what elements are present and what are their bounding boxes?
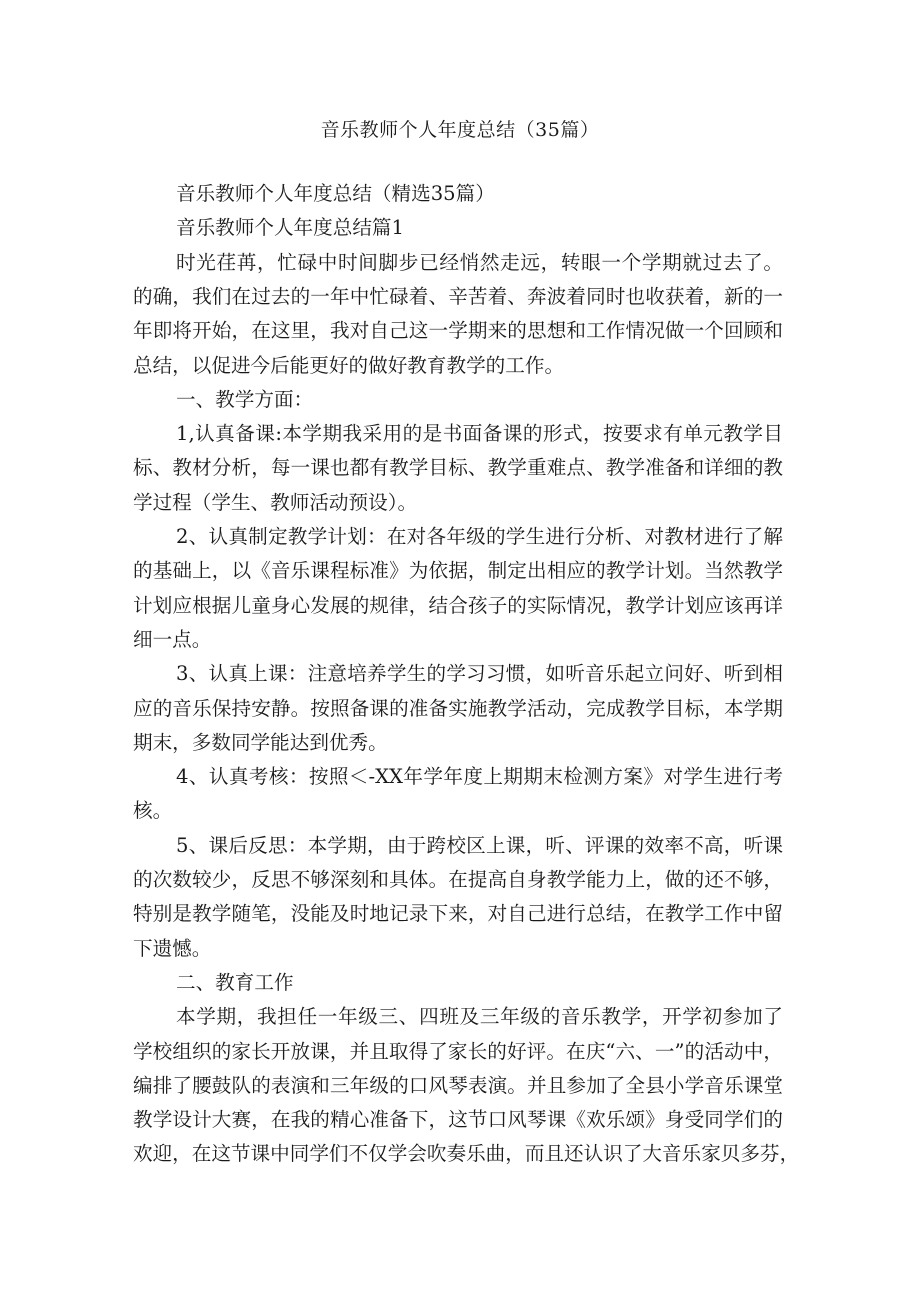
paragraph-line: 1,认真备课:本学期我采用的是书面备课的形式，按要求有单元教学目 <box>176 422 783 445</box>
paragraph-line: 二、教育工作 <box>176 971 294 994</box>
paragraph-line: 期末，多数同学能达到优秀。 <box>133 731 388 754</box>
paragraph-line: 的确，我们在过去的一年中忙碌着、辛苦着、奔波着同时也收获着，新的一 <box>133 285 783 308</box>
paragraph-line: 3、认真上课：注意培养学生的学习习惯，如听音乐起立问好、听到相 <box>176 662 783 685</box>
paragraph-line: 编排了腰鼓队的表演和三年级的口风琴表演。并且参加了全县小学音乐课堂 <box>133 1074 783 1097</box>
paragraph-line: 应的音乐保持安静。按照备课的准备实施教学活动，完成教学目标，本学期 <box>133 697 783 720</box>
paragraph-line: 细一点。 <box>133 628 212 651</box>
paragraph-line: 2、认真制定教学计划：在对各年级的学生进行分析、对教材进行了解 <box>176 525 783 548</box>
paragraph-line: 一、教学方面： <box>176 388 314 411</box>
paragraph-line: 4、认真考核：按照＜-XX年学年度上期期末检测方案》对学生进行考 <box>176 765 783 788</box>
paragraph-line: 下遗憾。 <box>133 937 212 960</box>
paragraph-line: 特别是教学随笔，没能及时地记录下来，对自己进行总结，在教学工作中留 <box>133 902 783 925</box>
paragraph-line: 教学设计大赛，在我的精心准备下，这节口风琴课《欢乐颂》身受同学们的 <box>133 1108 783 1131</box>
document-title: 音乐教师个人年度总结（35篇） <box>320 119 600 141</box>
paragraph-line: 音乐教师个人年度总结篇1 <box>176 216 404 239</box>
paragraph-line: 总结，以促进今后能更好的做好教育教学的工作。 <box>133 354 565 377</box>
paragraph-line: 欢迎，在这节课中同学们不仅学会吹奏乐曲，而且还认识了大音乐家贝多芬， <box>133 1142 800 1165</box>
paragraph-line: 的次数较少，反思不够深刻和具体。在提高自身教学能力上，做的还不够， <box>133 868 783 891</box>
paragraph-line: 标、教材分析，每一课也都有教学目标、教学重难点、教学准备和详细的教 <box>133 456 783 479</box>
paragraph-line: 的基础上，以《音乐课程标准》为依据，制定出相应的教学计划。当然教学 <box>133 559 783 582</box>
paragraph-line: 计划应根据儿童身心发展的规律，结合孩子的实际情况，教学计划应该再详 <box>133 594 783 617</box>
paragraph-line: 时光荏苒，忙碌中时间脚步已经悄然走远，转眼一个学期就过去了。 <box>176 251 783 274</box>
paragraph-line: 年即将开始，在这里，我对自己这一学期来的思想和工作情况做一个回顾和 <box>133 319 783 342</box>
paragraph-line: 学过程（学生、教师活动预设）。 <box>133 491 418 514</box>
paragraph-line: 核。 <box>133 799 173 822</box>
paragraph-line: 5、课后反思：本学期，由于跨校区上课，听、评课的效率不高，听课 <box>176 834 783 857</box>
paragraph-line: 学校组织的家长开放课，并且取得了家长的好评。在庆“六、一”的活动中， <box>133 1040 783 1063</box>
paragraph-line: 音乐教师个人年度总结（精选35篇） <box>176 182 495 205</box>
paragraph-line: 本学期，我担任一年级三、四班及三年级的音乐教学，开学初参加了 <box>176 1005 783 1028</box>
